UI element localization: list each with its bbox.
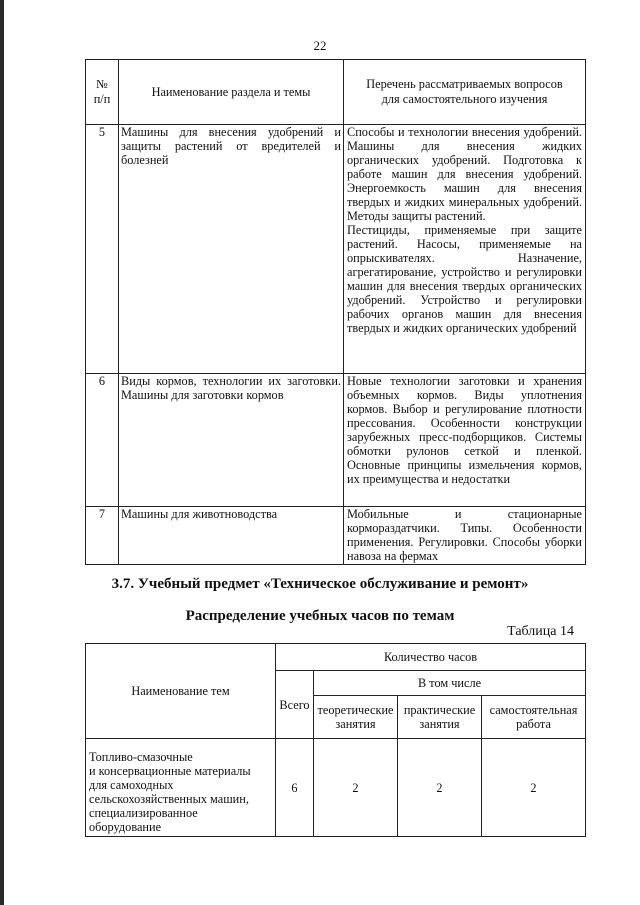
questions-paragraph: Новые технологии заготовки и хранения объемных кормов. Виды уплотнения кормов. Выбор и регулирование плотности прессования. Особенности конструкции зарубежных пресс-подборщиков. Системы обмотки рулонов сеткой и пленкой. Основные принципы измельчения кормов, их преимущества и недостатки <box>347 374 582 486</box>
questions-paragraph: Пестициды, применяемые при защите растений. Насосы, применяемые на опрыскивателях. Назначение, агрегатирование, устройство и регулировки машин для внесения твердых органических удобрений. Устройство и регулировки рабочих органов машин для внесения твердых и жидких органических удобрений <box>347 223 582 335</box>
row-practice: 2 <box>398 739 482 837</box>
distribution-title: Распределение учебных часов по темам <box>185 608 455 624</box>
header-hours: Количество часов <box>276 644 586 671</box>
topics-questions-table <box>85 59 586 565</box>
header-topic-name: Наименование раздела и темы <box>119 60 344 125</box>
table-row <box>86 125 586 374</box>
header-practice: практические занятия <box>398 696 482 739</box>
row-number: 5 <box>86 125 119 374</box>
questions-paragraph: Мобильные и стационарные кормораздатчики. Типы. Особенности применения. Регулировки. Способы уборки навоза на фермах <box>347 507 582 563</box>
scan-left-edge <box>0 0 4 905</box>
row-theory: 2 <box>314 739 398 837</box>
header-total: Всего <box>276 671 314 739</box>
hours-distribution-table <box>85 643 586 837</box>
table-header-row <box>86 644 586 671</box>
header-num: № п/п <box>86 60 119 125</box>
row-questions <box>344 125 586 374</box>
row-questions <box>344 507 586 565</box>
row-self-study: 2 <box>482 739 586 837</box>
row-total: 6 <box>276 739 314 837</box>
table-row <box>86 374 586 507</box>
header-including: В том числе <box>314 671 586 696</box>
header-questions: Перечень рассматриваемых вопросов для самостоятельного изучения <box>344 60 586 125</box>
section-title: 3.7. Учебный предмет «Техническое обслуживание и ремонт» <box>111 576 529 592</box>
row-number: 7 <box>86 507 119 565</box>
questions-paragraph: Способы и технологии внесения удобрений. Машины для внесения жидких органических удобрений. Подготовка к работе машин для внесения удобрений. Энергоемкость машин для внесения твердых и жидких минеральных удобрений. Методы защиты растений. <box>347 125 582 223</box>
table-row <box>86 739 586 837</box>
header-theory: теоретические занятия <box>314 696 398 739</box>
row-topic: Машины для внесения удобрений и защиты растений от вредителей и болезней <box>119 125 344 374</box>
header-topic: Наименование тем <box>86 644 276 739</box>
table-header-row <box>86 60 586 125</box>
row-number: 6 <box>86 374 119 507</box>
table-row <box>86 507 586 565</box>
table-label: Таблица 14 <box>507 624 574 639</box>
page-number: 22 <box>313 38 327 53</box>
row-topic: Топливо-смазочные и консервационные материалы для самоходных сельскохозяйственных машин, специализированное оборудование <box>86 739 276 837</box>
row-questions <box>344 374 586 507</box>
header-self-study: самостоятельная работа <box>482 696 586 739</box>
row-topic: Машины для животноводства <box>119 507 344 565</box>
row-topic: Виды кормов, технологии их заготовки. Машины для заготовки кормов <box>119 374 344 507</box>
